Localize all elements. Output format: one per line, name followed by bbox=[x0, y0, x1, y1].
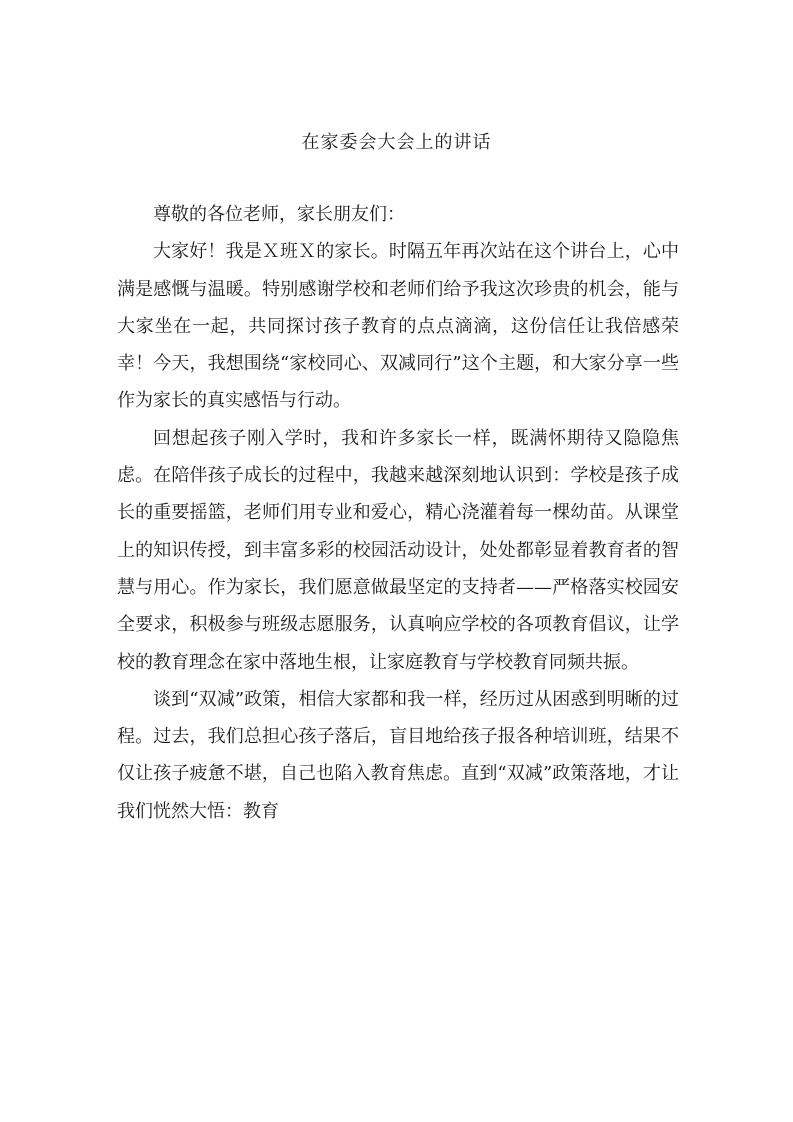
paragraph-2: 回想起孩子刚入学时，我和许多家长一样，既满怀期待又隐隐焦虑。在陪伴孩子成长的过程中，我越来越深刻地认识到：学校是孩子成长的重要摇篮，老师们用专业和爱心，精心浇灌着每一棵幼苗。从课堂上的知识传授，到丰富多彩的校园活动设计，处处都彰显着教育者的智慧与用心。作为家长，我们愿意做最坚定的支持者——严格落实校园安全要求，积极参与班级志愿服务，认真响应学校的各项教育倡议，让学校的教育理念在家中落地生根，让家庭教育与学校教育同频共振。 bbox=[117, 427, 679, 673]
document-title: 在家委会大会上的讲话 bbox=[301, 132, 492, 153]
document-body bbox=[117, 196, 679, 830]
salutation: 尊敬的各位老师，家长朋友们： bbox=[153, 204, 405, 225]
paragraph-1: 大家好！我是Ｘ班Ｘ的家长。时隔五年再次站在这个讲台上，心中满是感慨与温暖。特别感谢学校和老师们给予我这次珍贵的机会，能与大家坐在一起，共同探讨孩子教育的点点滴滴，这份信任让我倍感荣幸！今天，我想围绕“家校同心、双减同行”这个主题，和大家分享一些作为家长的真实感悟与行动。 bbox=[117, 241, 679, 412]
paragraph-3: 谈到“双减”政策，相信大家都和我一样，经历过从困惑到明晰的过程。过去，我们总担心孩子落后，盲目地给孩子报各种培训班，结果不仅让孩子疲惫不堪，自己也陷入教育焦虑。直到“双减”政策落地，才让我们恍然大悟：教育 bbox=[117, 688, 679, 822]
